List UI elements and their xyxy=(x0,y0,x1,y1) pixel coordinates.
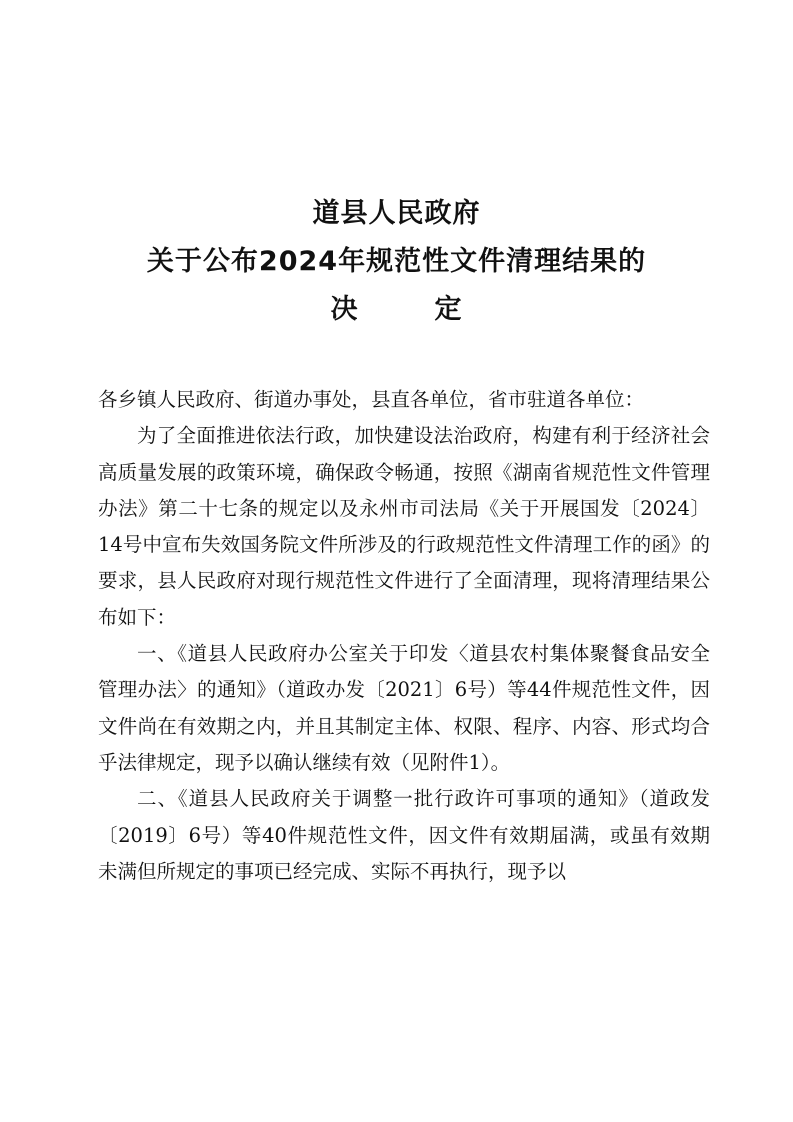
body-paragraph-item-1: 一、《道县人民政府办公室关于印发〈道县农村集体聚餐食品安全管理办法〉的通知》（道政办发〔2021〕6号）等44件规范性文件，因文件尚在有效期之内，并且其制定主体、权限、程序、内容、形式均合乎法律规定，现予以确认继续有效（见附件1）。 xyxy=(98,642,710,774)
document-body xyxy=(98,382,710,890)
title-decision-char-2: 定 xyxy=(434,294,463,325)
title-decision-char-1: 决 xyxy=(330,294,359,325)
title-line-decision xyxy=(0,286,793,334)
salutation: 各乡镇人民政府、街道办事处，县直各单位，省市驻道各单位： xyxy=(98,388,645,411)
title-line-subject: 关于公布2024年规范性文件清理结果的 xyxy=(146,246,647,277)
document-title xyxy=(0,190,793,334)
body-paragraph-intro: 为了全面推进依法行政，加快建设法治政府，构建有利于经济社会高质量发展的政策环境，确保政令畅通，按照《湖南省规范性文件管理办法》第二十七条的规定以及永州市司法局《关于开展国发〔2024〕14号中宣布失效国务院文件所涉及的行政规范性文件清理工作的函》的要求，县人民政府对现行规范性文件进行了全面清理，现将清理结果公布如下： xyxy=(98,424,710,629)
body-paragraph-item-2: 二、《道县人民政府关于调整一批行政许可事项的通知》（道政发〔2019〕6号）等40件规范性文件，因文件有效期届满，或虽有效期未满但所规定的事项已经完成、实际不再执行，现予以 xyxy=(98,787,710,883)
title-line-issuer: 道县人民政府 xyxy=(312,198,481,229)
